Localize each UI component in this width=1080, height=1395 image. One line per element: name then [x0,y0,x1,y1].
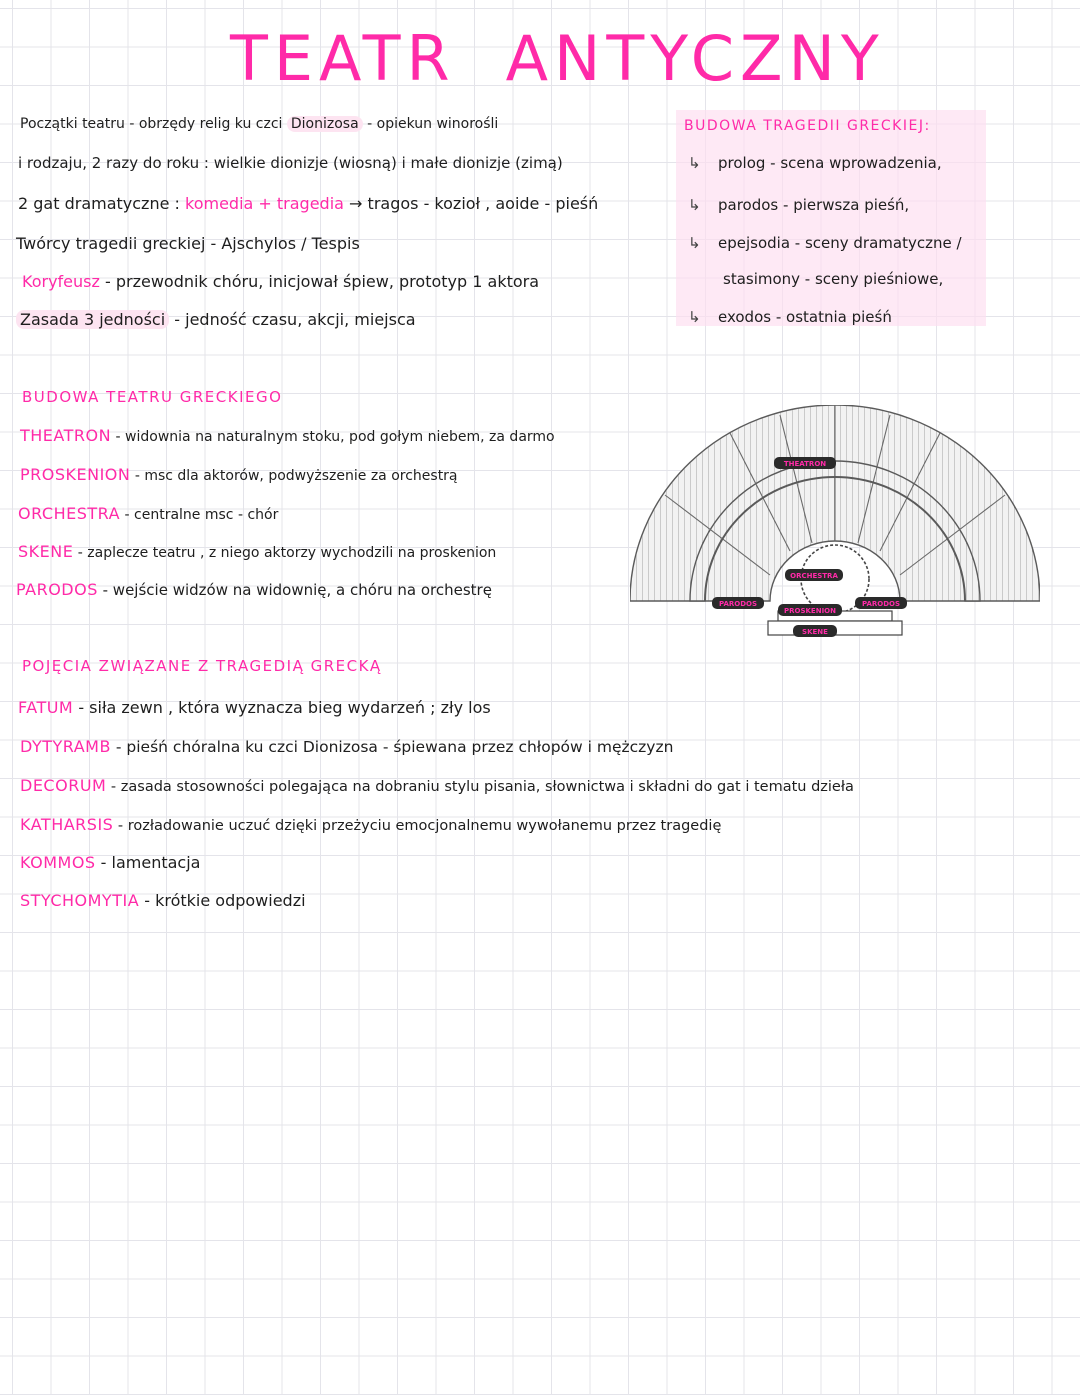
greek-theatre-diagram [630,405,1040,645]
tragedy-item-continued: stasimony - sceny pieśniowe, [723,270,944,288]
theatre-entry-skene: SKENE - zaplecze teatru , z niego aktorzy wychodzili na proskenion [18,542,497,561]
tragedy-item: ↳ exodos - ostatnia pieśń [688,308,892,326]
three-unities-highlight: Zasada 3 jedności [16,310,169,329]
intro-line-5: Koryfeusz - przewodnik chóru, inicjował śpiew, prototyp 1 aktora [22,272,540,291]
tragedy-item: ↳ prolog - scena wprowadzenia, [688,154,942,172]
title-word-antyczny: ANTYCZNY [505,22,885,95]
concept-kommos: KOMMOS - lamentacja [20,853,201,872]
theatron-label: THEATRON [783,460,827,468]
title-word-teatr: TEATR [230,22,456,95]
arrow-icon: ↳ [688,308,701,326]
arrow-icon: ↳ [688,234,701,252]
theatre-entry-orchestra: ORCHESTRA - centralne msc - chór [18,504,279,523]
arrow-icon: ↳ [688,154,701,172]
theatre-entry-proskenion: PROSKENION - msc dla aktorów, podwyższenie za orchestrą [20,465,458,484]
tragedy-structure-box [676,110,986,326]
parodos-left-label: PARODOS [718,600,758,608]
arrow-icon: ↳ [688,196,701,214]
intro-line-3: 2 gat dramatyczne : komedia + tragedia → tragos - kozioł , aoide - pieśń [18,194,599,213]
tragedy-item: ↳ parodos - pierwsza pieśń, [688,196,910,214]
concept-decorum: DECORUM - zasada stosowności polegająca na dobraniu stylu pisania, słownictwa i składni do gat i tematu dzieła [20,776,854,795]
tragedy-structure-heading: BUDOWA TRAGEDII GRECKIEJ: [684,118,931,134]
concept-dytyramb: DYTYRAMB - pieśń chóralna ku czci Dionizosa - śpiewana przez chłopów i mężczyzn [20,737,674,756]
orchestra-label: ORCHESTRA [790,572,838,580]
koryfeusz-term: Koryfeusz [22,272,100,291]
concept-stychomytia: STYCHOMYTIA - krótkie odpowiedzi [20,891,306,910]
theatre-structure-heading: BUDOWA TEATRU GRECKIEGO [22,388,283,406]
parodos-right-label: PARODOS [861,600,901,608]
theatre-entry-theatron: THEATRON - widownia na naturalnym stoku, pod gołym niebem, za darmo [20,426,555,445]
tragedy-item: ↳ epejsodia - sceny dramatyczne / [688,234,962,252]
intro-line-4: Twórcy tragedii greckiej - Ajschylos / Tespis [16,234,360,253]
proskenion-label: PROSKENION [784,607,836,615]
genres-highlight: komedia + tragedia [185,194,344,213]
concepts-heading: POJĘCIA ZWIĄZANE Z TRAGEDIĄ GRECKĄ [22,657,382,675]
intro-line-1: Początki teatru - obrzędy relig ku czci Dionizosa - opiekun winorośli [20,116,499,132]
intro-line-2: i rodzaju, 2 razy do roku : wielkie dionizje (wiosną) i małe dionizje (zimą) [18,154,563,172]
page-title [230,22,885,95]
intro-line-6: Zasada 3 jedności - jedność czasu, akcji, miejsca [16,310,416,329]
concept-fatum: FATUM - siła zewn , która wyznacza bieg wydarzeń ; zły los [18,698,491,717]
theatre-entry-parodos: PARODOS - wejście widzów na widownię, a chóru na orchestrę [16,580,492,599]
dionizos-highlight: Dionizosa [287,116,363,132]
concept-katharsis: KATHARSIS - rozładowanie uczuć dzięki przeżyciu emocjonalnemu wywołanemu przez tragedię [20,815,722,834]
skene-label: SKENE [802,628,828,636]
